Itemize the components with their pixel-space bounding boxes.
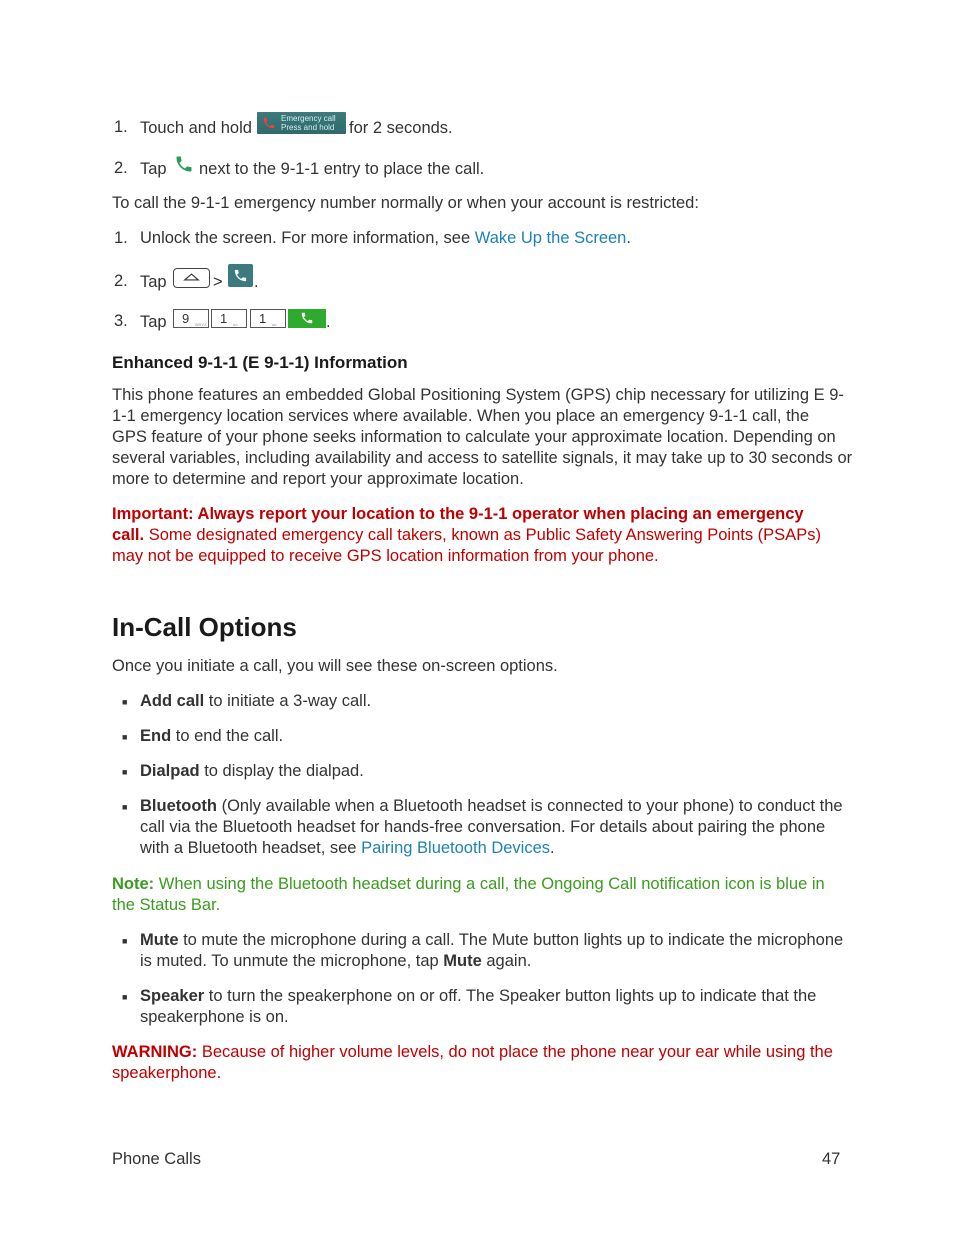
warning xyxy=(112,1042,847,1063)
step-text: Tap xyxy=(140,160,167,178)
option-text: to display the dialpad. xyxy=(199,762,364,780)
option-name: Dialpad xyxy=(140,762,200,780)
step-text: . xyxy=(326,313,331,331)
paragraph-line: This phone features an embedded Global Positioning System (GPS) chip necessary for utilizing E 9- xyxy=(112,386,844,404)
bullet-icon: ■ xyxy=(122,732,128,742)
key-digit: 1 xyxy=(220,311,228,326)
option-text: again. xyxy=(481,952,532,970)
list-item-continued: speakerphone is on. xyxy=(140,1008,289,1026)
bullet-icon: ■ xyxy=(122,802,128,812)
note: the Status Bar. xyxy=(112,896,221,914)
list-item-continued: call via the Bluetooth headset for hands-free conversation. For details about pairing the phone xyxy=(140,818,826,836)
option-text: with a Bluetooth headset, see xyxy=(140,839,362,857)
call-key-icon xyxy=(288,309,326,328)
page-number: 47 xyxy=(822,1150,841,1168)
important-label: call. xyxy=(112,526,145,544)
option-name: Mute xyxy=(443,952,482,970)
list-item xyxy=(140,796,845,817)
note-text: When using the Bluetooth headset during a call, the Ongoing Call notification icon is blue in xyxy=(154,875,825,893)
emergency-button-line1: Emergency call xyxy=(281,114,336,123)
list-item xyxy=(140,726,845,747)
step-text-after: . xyxy=(626,229,631,247)
step-number: 1. xyxy=(114,118,128,136)
step-text: Touch and hold xyxy=(140,119,252,137)
step-text: Tap xyxy=(140,313,167,331)
list-item xyxy=(140,986,845,1007)
step-text: next to the 9-1-1 entry to place the call. xyxy=(199,160,485,178)
key-letters: oo xyxy=(233,322,238,327)
paragraph-line: 1-1 emergency location services where available. When you place an emergency 9-1-1 call, the xyxy=(112,407,810,425)
section-title: In-Call Options xyxy=(112,612,297,642)
key-letters: WXYZ xyxy=(195,322,207,327)
wake-up-screen-link[interactable]: Wake Up the Screen xyxy=(474,229,627,247)
dial-key-9 xyxy=(173,309,209,328)
key-digit: 9 xyxy=(182,311,190,326)
phone-app-icon xyxy=(228,264,253,287)
dial-key-1 xyxy=(211,309,247,328)
list-item-continued xyxy=(140,838,845,859)
list-item xyxy=(140,761,845,782)
step-text-before: Unlock the screen. For more information, see xyxy=(140,229,471,247)
emergency-call-button-image xyxy=(257,112,346,134)
step-text: Tap xyxy=(140,273,167,291)
phone-red-icon xyxy=(262,116,276,130)
option-text: (Only available when a Bluetooth headset is connected to your phone) to conduct the xyxy=(216,797,843,815)
dial-key-1 xyxy=(250,309,286,328)
pairing-bluetooth-link[interactable]: Pairing Bluetooth Devices xyxy=(361,839,551,857)
paragraph-line: several variables, including availability and access to satellite signals, it may take up to 30 seconds or xyxy=(112,449,853,467)
warning-text: Because of higher volume levels, do not place the phone near your ear while using the xyxy=(197,1043,833,1061)
option-text: . xyxy=(550,839,555,857)
note-label: Note: xyxy=(112,875,155,893)
note xyxy=(112,874,847,895)
warning-label: WARNING: xyxy=(112,1043,198,1061)
step-number: 1. xyxy=(114,229,128,247)
step-text xyxy=(140,229,631,248)
option-name: End xyxy=(140,727,172,745)
important-text: Some designated emergency call takers, known as Public Safety Answering Points (PSAPs) xyxy=(144,526,821,544)
home-key-icon xyxy=(173,268,210,288)
option-text: to end the call. xyxy=(171,727,284,745)
step-separator: > xyxy=(213,273,223,291)
option-name: Mute xyxy=(140,931,179,949)
emergency-button-line2: Press and hold xyxy=(281,123,335,132)
step-text: . xyxy=(254,273,259,291)
paragraph: To call the 9-1-1 emergency number normally or when your account is restricted: xyxy=(112,194,699,212)
option-name: Bluetooth xyxy=(140,797,217,815)
key-digit: 1 xyxy=(259,311,267,326)
paragraph-line: GPS feature of your phone seeks information to calculate your approximate location. Depending on xyxy=(112,428,836,446)
important-notice xyxy=(112,504,847,525)
option-text: to initiate a 3-way call. xyxy=(204,692,372,710)
paragraph: Once you initiate a call, you will see these on-screen options. xyxy=(112,657,558,675)
list-item xyxy=(140,691,845,712)
bullet-icon: ■ xyxy=(122,767,128,777)
important-notice: may not be equipped to receive GPS location information from your phone. xyxy=(112,547,659,565)
step-number: 2. xyxy=(114,272,128,290)
bullet-icon: ■ xyxy=(122,936,128,946)
step-number: 3. xyxy=(114,312,128,330)
option-text: to turn the speakerphone on or off. The Speaker button lights up to indicate that the xyxy=(204,987,817,1005)
phone-green-icon xyxy=(174,154,194,174)
option-text: to mute the microphone during a call. The Mute button lights up to indicate the microphone xyxy=(178,931,844,949)
list-item-continued xyxy=(140,951,845,972)
key-letters: oo xyxy=(272,322,277,327)
paragraph-line: more to determine and report your approximate location. xyxy=(112,470,524,488)
option-text: is muted. To unmute the microphone, tap xyxy=(140,952,444,970)
important-label: Important: Always report your location to the 9-1-1 operator when placing an emergency xyxy=(112,505,804,523)
bullet-icon: ■ xyxy=(122,697,128,707)
important-notice xyxy=(112,525,847,546)
step-text: for 2 seconds. xyxy=(349,119,453,137)
option-name: Speaker xyxy=(140,987,205,1005)
subsection-heading: Enhanced 9-1-1 (E 9-1-1) Information xyxy=(112,353,408,372)
option-name: Add call xyxy=(140,692,205,710)
warning: speakerphone. xyxy=(112,1064,222,1082)
list-item xyxy=(140,930,845,951)
step-number: 2. xyxy=(114,159,128,177)
footer-section: Phone Calls xyxy=(112,1150,201,1168)
bullet-icon: ■ xyxy=(122,992,128,1002)
